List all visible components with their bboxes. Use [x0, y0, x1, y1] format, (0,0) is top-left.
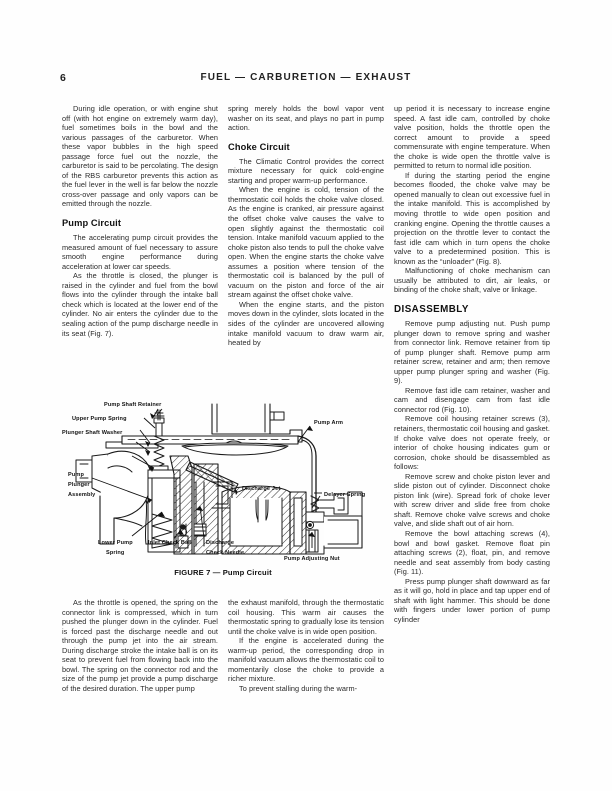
- paragraph: Malfunctioning of choke mechanism can usually be attributed to dirt, air leaks, or binding of the choke shaft, valve or linkage.: [394, 266, 550, 295]
- figure-label-pump-arm: Pump Arm: [314, 420, 344, 426]
- figure-label-plunger-shaft-washer: Plunger Shaft Washer: [62, 430, 123, 436]
- figure-7-drawing: [62, 396, 384, 586]
- paragraph: the exhaust manifold, through the thermostatic coil housing. This warm air causes the thermostatic spring to gradually lose its tension until the choke valve is in wide open position.: [228, 598, 384, 636]
- figure-label-discharge: Discharge: [206, 540, 235, 546]
- figure-label-lower-pump: Lower Pump: [98, 540, 133, 546]
- paragraph: To prevent stalling during the warm-: [239, 683, 358, 693]
- column-left-top: [62, 104, 218, 338]
- paragraph: When the engine is cold, tension of the thermostatic coil holds the choke valve closed. As the engine is cranked, air pressure against the offset choke valve causes the valve to open slightly against the thermostatic coil tension. Intake manifold vacuum applied to the choke piston also tends to pull the choke valve open. When the engine starts the choke valve assumes a position where tension of the thermostatic coil is balanced by the pull of vacuum on the piston and force of the air stream against the offset choke valve.: [228, 185, 384, 300]
- figure-7-pump-circuit: [62, 396, 384, 586]
- running-head: FUEL — CARBURETION — EXHAUST: [200, 72, 412, 83]
- paragraph: The Climatic Control provides the correct mixture necessary for quick cold-engine starting and proper warm-up performance.: [228, 156, 384, 185]
- paragraph: Press pump plunger shaft downward as far as it will go, hold in place and tap upper end of shaft with light hammer. This should be done with fingers under lower portion of pump cylinder: [394, 576, 550, 624]
- column-left-bottom: [62, 598, 218, 693]
- figure-label-delayer-spring: Delayer Spring: [324, 492, 366, 498]
- paragraph: The accelerating pump circuit provides the measured amount of fuel necessary to assure smooth engine performance during acceleration at lower car speeds.: [62, 233, 218, 271]
- section-heading-choke-circuit: Choke Circuit: [228, 141, 290, 152]
- paragraph: If the engine is accelerated during the warm-up period, the corresponding drop in manifold vacuum allows the thermostatic coil to momentarily close the choke to provide a richer mixture.: [228, 636, 384, 684]
- figure-label-pump-adjusting-nut: Pump Adjusting Nut: [284, 556, 340, 562]
- paragraph: Remove coil housing retainer screws (3), retainers, thermostatic coil housing and gasket. If choke valve does not operate freely, or interior of choke housing indicates gum or corrosion, choke should be disassembled as follows:: [394, 414, 550, 472]
- figure-label-pump: Pump: [68, 472, 85, 478]
- figure-label-assembly: Assembly: [68, 492, 96, 498]
- paragraph: up period it is necessary to increase engine speed. A fast idle cam, controlled by choke valve position, holds the throttle open the correct amount to provide a speed commensurate with engine temperature. When the choke is wide open the throttle valve is permitted to return to normal idle position.: [394, 104, 550, 171]
- paragraph: Remove the bowl attaching screws (4), bowl and bowl gasket. Remove float pin attaching screws (2), float, pin, and remove needle and seat assembly from body casting (Fig. 11).: [394, 529, 550, 577]
- figure-label-discharge-jet: Discharge Jet: [242, 486, 281, 492]
- paragraph: Remove screw and choke piston lever and slide piston out of cylinder. Disconnect choke piston link (wire). Spread fork of choke lever with screw driver and slide free from choke shaft. Remove choke valve screws and choke valve, and slide shaft out of air horn.: [394, 471, 550, 529]
- column-right: [394, 104, 550, 624]
- figure-label-plunger: Plunger: [68, 482, 90, 488]
- page-header: [60, 72, 552, 88]
- figure-label-pump-shaft-retainer: Pump Shaft Retainer: [104, 402, 162, 408]
- page-number: 6: [60, 72, 67, 84]
- section-heading-pump-circuit: Pump Circuit: [62, 218, 122, 229]
- paragraph: When the engine starts, and the piston moves down in the cylinder, slots located in the sides of the cylinder are uncovered allowing intake manifold vacuum to draw warm air, heated by: [228, 299, 384, 348]
- figure-label-inlet-check-ball: Inlet Check Ball: [148, 540, 192, 546]
- column-middle-top: [228, 104, 384, 348]
- paragraph: Remove pump adjusting nut. Push pump plunger down to remove spring and washer from connector link. Remove retainer from tip of pump plunger shaft. Remove pump arm retainer screw, retainer and arm; then remove upper pump plunger spring and washer (Fig. 9).: [394, 318, 550, 386]
- paragraph: As the throttle is closed, the plunger is raised in the cylinder and fuel from the bowl flows into the cylinder through the intake ball check which is located at the lower end of the cylinder. No air enters the cylinder due to the sealing action of the pump discharge needle in its seat (Fig. 7).: [62, 271, 218, 338]
- column-middle-bottom: [228, 598, 384, 693]
- paragraph: As the throttle is opened, the spring on the connector link is compressed, which in turn pushed the plunger down in the cylinder. Fuel is forced past the discharge needle and out through the pump jet into the air stream. During discharge stroke the intake ball is on its seat to prevent fuel from flowing back into the bowl. The spring on the connector rod and the size of the pump jet provide a pump discharge of the desired duration. The upper pump: [62, 598, 218, 693]
- figure-label-upper-pump-spring: Upper Pump Spring: [72, 416, 127, 422]
- paragraph: Remove fast idle cam retainer, washer and cam and disengage cam from fast idle connector rod (Fig. 10).: [394, 385, 550, 414]
- section-heading-disassembly: DISASSEMBLY: [394, 303, 469, 315]
- paragraph: spring merely holds the bowl vapor vent washer on its seat, and plays no part in pump action.: [228, 104, 384, 133]
- figure-label-check-needle: Check Needle: [206, 550, 245, 556]
- figure-label-lower-pump-spring: Spring: [106, 550, 125, 556]
- paragraph: During idle operation, or with engine shut off (with hot engine on extremely warm day), fuel sometimes boils in the bowl and the various passages of the carburetor. When these vapor bubbles in the high speed passage force fuel out the nozzle, the carburetor is said to be percolating. The design of the RBS carburetor prevents this action as the fuel lever in the well is far below the nozzle cross-over passage and only vapors can be emitted through the nozzle.: [62, 104, 218, 209]
- figure-caption: FIGURE 7 — Pump Circuit: [174, 568, 272, 577]
- paragraph: If during the starting period the engine becomes flooded, the choke valve may be opened manually to clean out excessive fuel in the intake manifold. This is accomplished by moving throttle to wide open position and cranking engine. Opening the throttle causes a projection on the throttle lever to contact the fast idle cam which in turn opens the choke valve to a predetermined position. This is known as the “unloader” (Fig. 8).: [394, 170, 550, 266]
